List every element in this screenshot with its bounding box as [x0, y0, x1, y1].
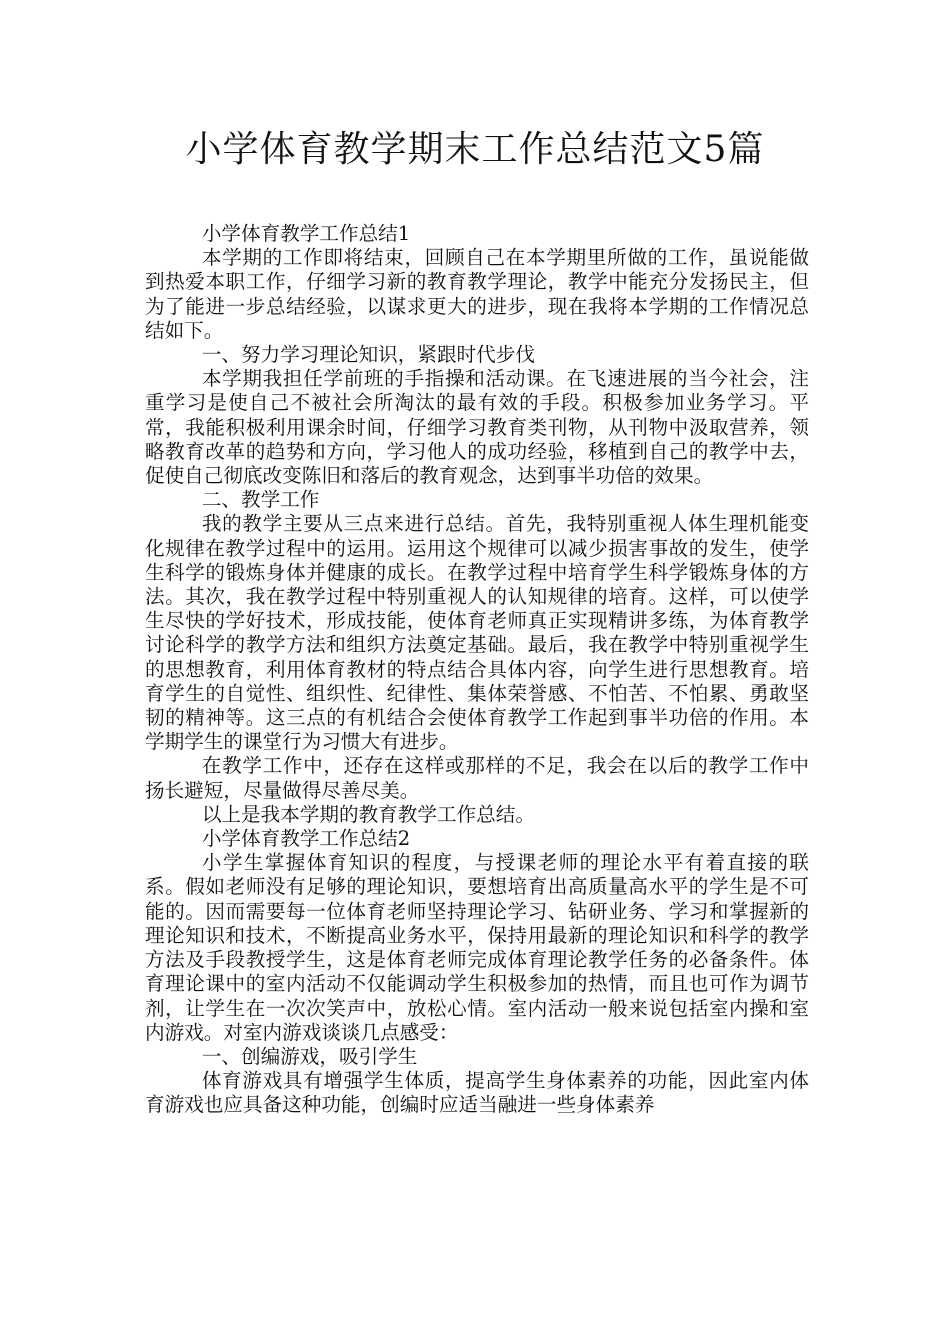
- document-body: [145, 222, 809, 1118]
- section-heading: 小学体育教学工作总结2: [201, 827, 411, 851]
- subheading: 二、教学工作: [201, 488, 320, 512]
- paragraph: 小学生掌握体育知识的程度，与授课老师的理论水平有着直接的联系。假如老师没有足够的理论知识，要想培育出高质量高水平的学生是不可能的。因而需要每一位体育老师坚持理论学习、钻研业务、学习和掌握新的理论知识和技术，不断提高业务水平，保持用最新的理论知识和科学的教学方法及手段教授学生，这是体育老师完成体育理论教学任务的必备条件。体育理论课中的室内活动不仅能调动学生积极参加的热情，而且也可作为调节剂，让学生在一次次笑声中，放松心情。室内活动一般来说包括室内操和室内游戏。对室内游戏谈谈几点感受：: [145, 851, 809, 1044]
- paragraph: 我的教学主要从三点来进行总结。首先，我特别重视人体生理机能变化规律在教学过程中的运用。运用这个规律可以减少损害事故的发生，使学生科学的锻炼身体并健康的成长。在教学过程中培育学生科学锻炼身体的方法。其次，我在教学过程中特别重视人的认知规律的培育。这样，可以使学生尽快的学好技术，形成技能，使体育老师真正实现精讲多练，为体育教学讨论科学的教学方法和组织方法奠定基础。最后，我在教学中特别重视学生的思想教育，利用体育教材的特点结合具体内容，向学生进行思想教育。培育学生的自觉性、组织性、纪律性、集体荣誉感、不怕苦、不怕累、勇敢坚韧的精神等。这三点的有机结合会使体育教学工作起到事半功倍的作用。本学期学生的课堂行为习惯大有进步。: [145, 512, 809, 754]
- paragraph: 以上是我本学期的教育教学工作总结。: [201, 802, 535, 826]
- section-heading: 小学体育教学工作总结1: [201, 222, 411, 245]
- paragraph: 在教学工作中，还存在这样或那样的不足，我会在以后的教学工作中扬长避短，尽量做得尽善尽美。: [145, 754, 809, 802]
- paragraph: 本学期的工作即将结束，回顾自己在本学期里所做的工作，虽说能做到热爱本职工作，仔细学习新的教育教学理论，教学中能充分发扬民主，但为了能进一步总结经验，以谋求更大的进步，现在我将本学期的工作情况总结如下。: [145, 246, 809, 342]
- subheading: 一、努力学习理论知识，紧跟时代步伐: [201, 343, 535, 367]
- paragraph: 本学期我担任学前班的手指操和活动课。在飞速进展的当今社会，注重学习是使自己不被社会所淘汰的最有效的手段。积极参加业务学习。平常，我能积极利用课余时间，仔细学习教育类刊物，从刊物中汲取营养，领略教育改革的趋势和方向，学习他人的成功经验，移植到自己的教学中去，促使自己彻底改变陈旧和落后的教育观念，达到事半功倍的效果。: [145, 367, 809, 488]
- subheading: 一、创编游戏，吸引学生: [201, 1044, 418, 1068]
- document-title: 小学体育教学期末工作总结范文5篇: [185, 129, 765, 170]
- paragraph: 体育游戏具有增强学生体质，提高学生身体素养的功能，因此室内体育游戏也应具备这种功能，创编时应适当融进一些身体素养: [145, 1069, 809, 1117]
